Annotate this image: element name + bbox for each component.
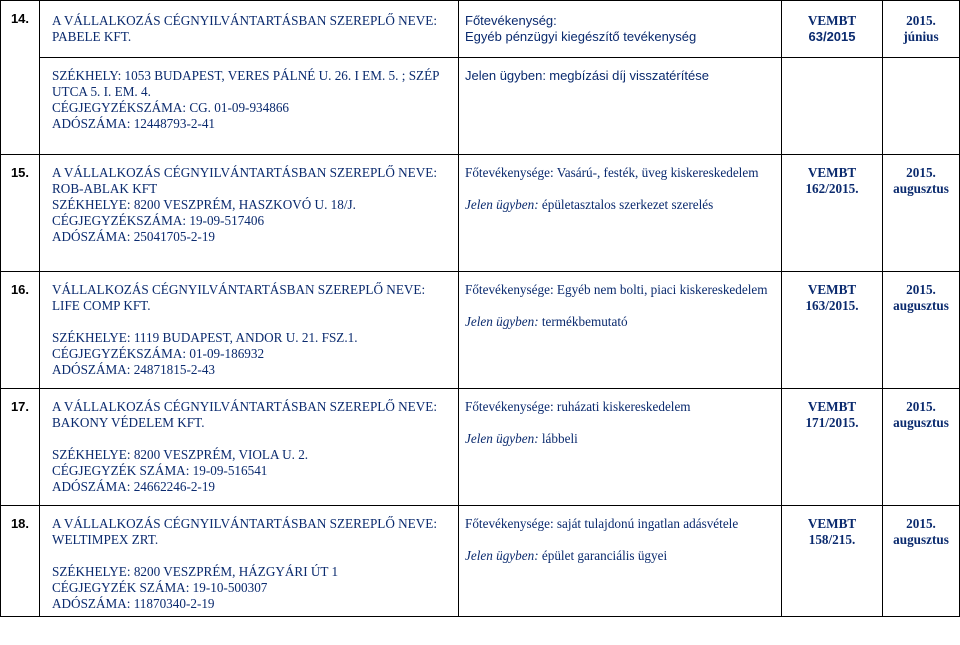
company-seat: SZÉKHELYE: 1119 BUDAPEST, ANDOR U. 21. FSZ.1. <box>52 330 358 345</box>
vembt-label: VEMBT <box>807 516 857 531</box>
vembt-label: VEMBT <box>807 165 857 180</box>
date-cell <box>883 506 960 617</box>
vembt-cell <box>782 272 883 389</box>
activity-label: Főtevékenység: <box>465 13 557 28</box>
activity-cell <box>459 506 782 617</box>
company-seat: SZÉKHELYE: 8200 VESZPRÉM, HÁZGYÁRI ÚT 1 <box>52 564 339 579</box>
vembt-cell <box>782 506 883 617</box>
vembt-cell <box>782 155 883 272</box>
table-row <box>1 506 960 617</box>
vembt-number: 171/2015. <box>805 415 859 430</box>
row-number: 17. <box>1 389 40 506</box>
company-name: BAKONY VÉDELEM KFT. <box>52 415 205 430</box>
date-year: 2015. <box>906 399 936 414</box>
case-text: megbízási díj visszatérítése <box>549 68 709 83</box>
vembt-label: VEMBT <box>807 399 857 414</box>
row-number: 16. <box>1 272 40 389</box>
row-number: 15. <box>1 155 40 272</box>
company-cell <box>40 1 459 58</box>
row-number: 14. <box>1 1 40 155</box>
date-cell <box>883 155 960 272</box>
company-tax-number: ADÓSZÁMA: 12448793-2-41 <box>52 116 216 131</box>
company-header-label: A VÁLLALKOZÁS CÉGNYILVÁNTARTÁSBAN SZEREPLŐ NEVE: <box>52 13 437 28</box>
date-month: augusztus <box>893 415 949 430</box>
company-cell <box>40 506 459 617</box>
company-cell <box>40 155 459 272</box>
activity-label: Főtevékenysége: <box>465 516 554 531</box>
company-name: LIFE COMP KFT. <box>52 298 151 313</box>
vembt-number: 63/2015 <box>808 29 856 44</box>
date-year: 2015. <box>906 13 936 28</box>
vembt-number: 158/215. <box>808 532 856 547</box>
activity-cell <box>459 1 782 58</box>
company-cell <box>40 272 459 389</box>
date-cell <box>883 1 960 58</box>
vembt-label: VEMBT <box>807 282 857 297</box>
date-year: 2015. <box>906 282 936 297</box>
case-label: Jelen ügyben: <box>465 197 539 212</box>
date-month: augusztus <box>893 532 949 547</box>
company-cell <box>40 389 459 506</box>
company-name: PABELE KFT. <box>52 29 132 44</box>
case-text: épület garanciális ügyei <box>541 548 668 563</box>
vembt-label: VEMBT <box>807 13 857 28</box>
activity-text: ruházati kiskereskedelem <box>556 399 691 414</box>
company-details-cell <box>40 58 459 155</box>
table-row <box>1 58 960 155</box>
activity-cell <box>459 389 782 506</box>
activity-text: Egyéb pénzügyi kiegészítő tevékenység <box>465 29 697 44</box>
company-header-label: VÁLLALKOZÁS CÉGNYILVÁNTARTÁSBAN SZEREPLŐ NEVE: <box>52 282 426 297</box>
table-row <box>1 272 960 389</box>
company-tax-number: ADÓSZÁMA: 24662246-2-19 <box>52 479 216 494</box>
activity-label: Főtevékenysége: <box>465 165 554 180</box>
vembt-cell <box>782 1 883 58</box>
vembt-empty-cell <box>782 58 883 155</box>
company-header-label: A VÁLLALKOZÁS CÉGNYILVÁNTARTÁSBAN SZEREPLŐ NEVE: <box>52 399 437 414</box>
case-text: épületasztalos szerkezet szerelés <box>541 197 714 212</box>
company-name: WELTIMPEX ZRT. <box>52 532 159 547</box>
company-tax-number: ADÓSZÁMA: 25041705-2-19 <box>52 229 216 244</box>
case-label: Jelen ügyben: <box>465 548 539 563</box>
activity-label: Főtevékenysége: <box>465 282 554 297</box>
date-month: június <box>903 29 939 44</box>
company-seat: SZÉKHELYE: 8200 VESZPRÉM, HASZKOVÓ U. 18/J. <box>52 197 356 212</box>
case-text: termékbemutató <box>541 314 628 329</box>
date-cell <box>883 272 960 389</box>
date-empty-cell <box>883 58 960 155</box>
case-label: Jelen ügyben: <box>465 68 546 83</box>
vembt-number: 162/2015. <box>805 181 859 196</box>
company-tax-number: ADÓSZÁMA: 11870340-2-19 <box>52 596 215 611</box>
vembt-number: 163/2015. <box>805 298 859 313</box>
activity-text: Egyéb nem bolti, piaci kiskereskedelem <box>556 282 768 297</box>
company-header-label: A VÁLLALKOZÁS CÉGNYILVÁNTARTÁSBAN SZEREPLŐ NEVE: <box>52 165 437 180</box>
table-row <box>1 1 960 58</box>
case-label: Jelen ügyben: <box>465 431 539 446</box>
company-name: ROB-ABLAK KFT <box>52 181 158 196</box>
case-label: Jelen ügyben: <box>465 314 539 329</box>
case-cell <box>459 58 782 155</box>
activity-text: Vasárú-, festék, üveg kiskereskedelem <box>556 165 759 180</box>
company-registration: CÉGJEGYZÉKSZÁMA: 01-09-186932 <box>52 346 265 361</box>
date-year: 2015. <box>906 165 936 180</box>
row-number: 18. <box>1 506 40 617</box>
activity-text: saját tulajdonú ingatlan adásvétele <box>556 516 739 531</box>
company-header-label: A VÁLLALKOZÁS CÉGNYILVÁNTARTÁSBAN SZEREPLŐ NEVE: <box>52 516 437 531</box>
company-tax-number: ADÓSZÁMA: 24871815-2-43 <box>52 362 216 377</box>
company-registration: CÉGJEGYZÉKSZÁMA: CG. 01-09-934866 <box>52 100 290 115</box>
company-seat: SZÉKHELY: 1053 BUDAPEST, VERES PÁLNÉ U. 26. I EM. 5. ; SZÉP UTCA 5. I. EM. 4. <box>52 68 439 99</box>
table-row <box>1 389 960 506</box>
company-registration: CÉGJEGYZÉK SZÁMA: 19-10-500307 <box>52 580 268 595</box>
activity-cell <box>459 155 782 272</box>
company-registration: CÉGJEGYZÉKSZÁMA: 19-09-517406 <box>52 213 265 228</box>
company-seat: SZÉKHELYE: 8200 VESZPRÉM, VIOLA U. 2. <box>52 447 309 462</box>
activity-cell <box>459 272 782 389</box>
activity-label: Főtevékenysége: <box>465 399 554 414</box>
date-month: augusztus <box>893 298 949 313</box>
vembt-cell <box>782 389 883 506</box>
company-registration: CÉGJEGYZÉK SZÁMA: 19-09-516541 <box>52 463 268 478</box>
date-month: augusztus <box>893 181 949 196</box>
date-cell <box>883 389 960 506</box>
case-text: lábbeli <box>541 431 578 446</box>
table-row <box>1 155 960 272</box>
date-year: 2015. <box>906 516 936 531</box>
